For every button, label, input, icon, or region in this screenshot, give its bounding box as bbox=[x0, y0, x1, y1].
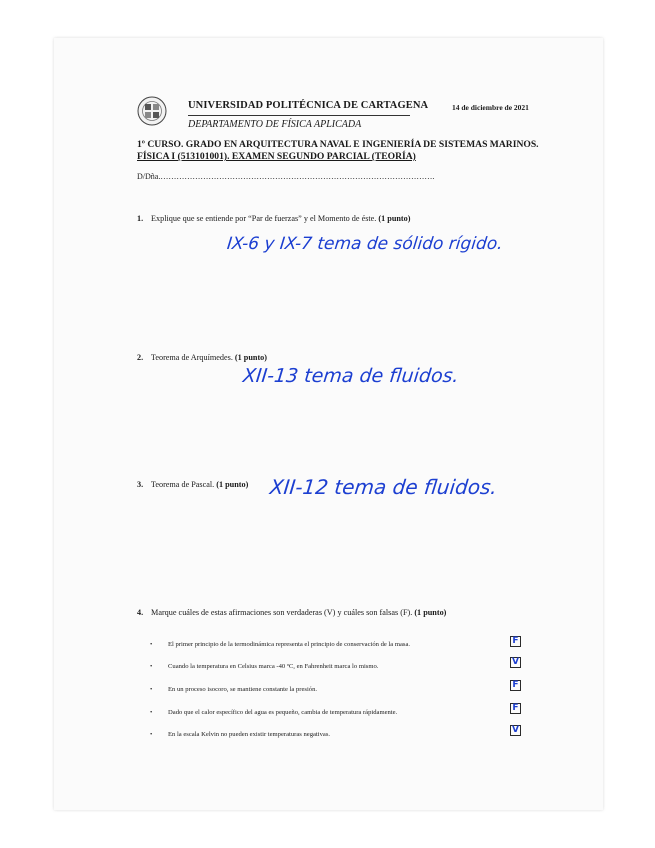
handwritten-answer-3: XII-12 tema de fluidos. bbox=[268, 475, 499, 499]
exam-date: 14 de diciembre de 2021 bbox=[452, 103, 529, 112]
question-points: (1 punto) bbox=[414, 608, 447, 617]
course-title-line-1: 1º CURSO. GRADO EN ARQUITECTURA NAVAL E INGENIERÍA DE SISTEMAS MARINOS. bbox=[137, 139, 539, 150]
question-3 bbox=[137, 480, 248, 489]
question-points: (1 punto) bbox=[216, 480, 249, 489]
statement-text: En un proceso isocoro, se mantiene constante la presión. bbox=[168, 686, 318, 693]
statement-item: • En la escala Kelvin no pueden existir temperaturas negativas. bbox=[150, 731, 331, 738]
statement-text: El primer principio de la termodinámica representa el principio de conservación de la masa. bbox=[168, 641, 411, 648]
answer-checkbox[interactable]: V bbox=[510, 725, 521, 736]
question-text: Teorema de Pascal. bbox=[150, 480, 215, 489]
handwritten-answer-1: IX-6 y IX-7 tema de sólido rígido. bbox=[225, 234, 504, 254]
question-1 bbox=[137, 214, 410, 223]
department-name: DEPARTAMENTO DE FÍSICA APLICADA bbox=[188, 119, 362, 130]
answer-checkbox[interactable]: V bbox=[510, 657, 521, 668]
statement-item: • Dado que el calor específico del agua es pequeño, cambia de temperatura rápidamente. bbox=[150, 709, 398, 716]
statement-item: • En un proceso isocoro, se mantiene constante la presión. bbox=[150, 686, 318, 693]
question-points: (1 punto) bbox=[234, 353, 267, 362]
statement-text: Cuando la temperatura en Celsius marca -40 ºC, en Fahrenheit marca lo mismo. bbox=[168, 663, 379, 670]
question-number: 3. bbox=[137, 480, 144, 489]
question-4 bbox=[137, 608, 446, 617]
question-text: Marque cuáles de estas afirmaciones son verdaderas (V) y cuáles son falsas (F). bbox=[151, 608, 413, 617]
university-name: UNIVERSIDAD POLITÉCNICA DE CARTAGENA bbox=[188, 100, 429, 111]
question-2 bbox=[137, 353, 267, 362]
question-text: Teorema de Arquímedes. bbox=[150, 353, 233, 362]
course-title-line-2: FÍSICA I (513101001). EXAMEN SEGUNDO PARCIAL (TEORÍA) bbox=[137, 151, 416, 162]
statement-item: • Cuando la temperatura en Celsius marca -40 ºC, en Fahrenheit marca lo mismo. bbox=[150, 663, 379, 670]
statement-item: • El primer principio de la termodinámica representa el principio de conservación de la masa. bbox=[150, 641, 411, 648]
question-points: (1 punto) bbox=[378, 214, 411, 223]
university-logo-icon bbox=[137, 96, 167, 126]
question-number: 4. bbox=[137, 608, 144, 617]
question-text: Explique que se entiende por “Par de fuerzas” y el Momento de éste. bbox=[151, 214, 377, 223]
handwritten-answer-2: XII-13 tema de fluidos. bbox=[241, 365, 460, 387]
answer-checkbox[interactable]: F bbox=[510, 703, 521, 714]
student-name-line: D/Dña.…………………………………………………………………………………………. bbox=[137, 172, 435, 181]
answer-checkbox[interactable]: F bbox=[510, 680, 521, 691]
statement-text: Dado que el calor específico del agua es pequeño, cambia de temperatura rápidamente. bbox=[168, 709, 398, 716]
answer-checkbox[interactable]: F bbox=[510, 636, 521, 647]
question-number: 2. bbox=[137, 353, 144, 362]
header-divider bbox=[188, 115, 410, 116]
question-number: 1. bbox=[137, 214, 144, 223]
statement-text: En la escala Kelvin no pueden existir temperaturas negativas. bbox=[168, 731, 331, 738]
